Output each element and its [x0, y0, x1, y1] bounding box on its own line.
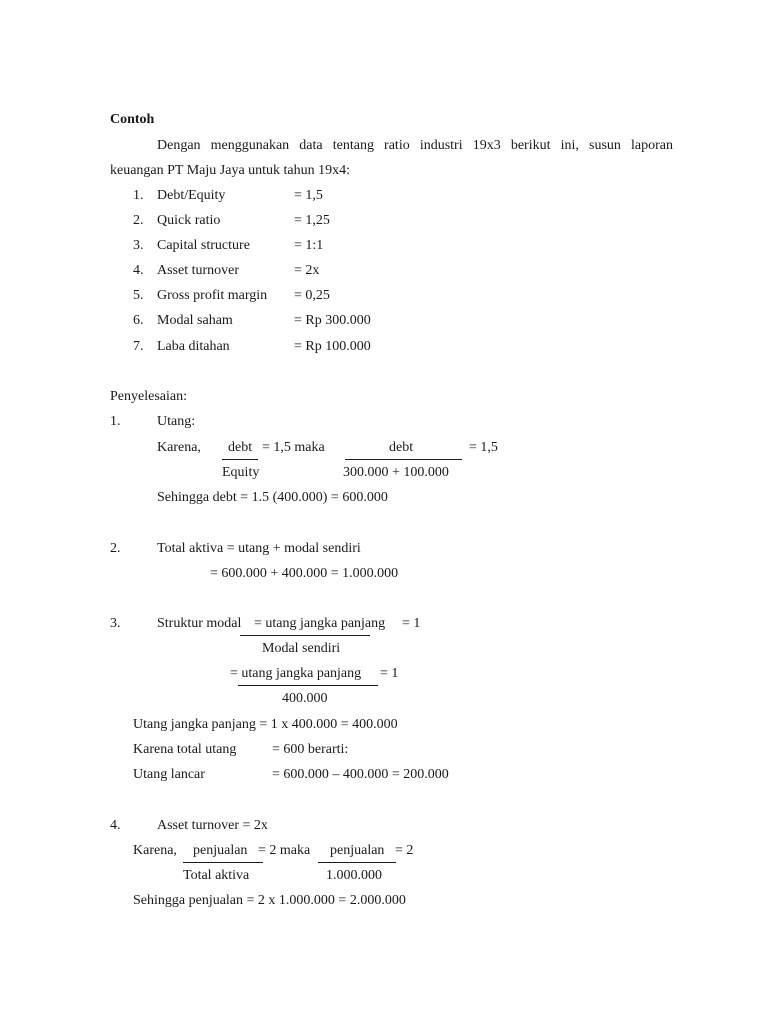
step4-denominator-b: 1.000.000	[326, 868, 382, 883]
step1-number: 1.	[110, 414, 121, 429]
step2-number: 2.	[110, 541, 121, 556]
ratio-label: Quick ratio	[157, 213, 221, 228]
step4-equals-b: = 2	[395, 843, 414, 858]
fraction-bar	[222, 459, 258, 460]
step1-denominator-a: Equity	[222, 465, 260, 480]
step4-numerator-b: penjualan	[330, 843, 385, 858]
step1-karena: Karena,	[157, 440, 201, 455]
ratio-label: Debt/Equity	[157, 188, 226, 203]
step4-result: Sehingga penjualan = 2 x 1.000.000 = 2.000.000	[133, 893, 406, 908]
step3-numerator-1: = utang jangka panjang	[254, 616, 386, 631]
step3-prefix: Struktur modal	[157, 616, 242, 631]
ratio-value: = Rp 100.000	[294, 339, 371, 354]
intro-line-2: keuangan PT Maju Jaya untuk tahun 19x4:	[110, 163, 351, 178]
step4-denominator-a: Total aktiva	[183, 868, 250, 883]
ratio-number: 2.	[133, 213, 144, 228]
step3-numerator-2: = utang jangka panjang	[230, 666, 362, 681]
ratio-value: = 2x	[294, 263, 320, 278]
step4-number: 4.	[110, 818, 121, 833]
step1-result: Sehingga debt = 1.5 (400.000) = 600.000	[157, 490, 388, 505]
step3-denominator-2: 400.000	[282, 691, 328, 706]
intro-line-1: Dengan menggunakan data tentang ratio industri 19x3 berikut ini, susun laporan	[157, 138, 673, 153]
ratio-value: = 0,25	[294, 288, 330, 303]
ratio-value: = Rp 300.000	[294, 313, 371, 328]
ratio-number: 5.	[133, 288, 144, 303]
step3-number: 3.	[110, 616, 121, 631]
step3-total-utang-value: = 600 berarti:	[272, 742, 349, 757]
ratio-number: 7.	[133, 339, 144, 354]
ratio-value: = 1,25	[294, 213, 330, 228]
step3-ujp-line: Utang jangka panjang = 1 x 400.000 = 400.000	[133, 717, 398, 732]
step4-equals-a: = 2 maka	[258, 843, 311, 858]
step3-denominator-1: Modal sendiri	[262, 641, 341, 656]
step1-numerator-b: debt	[389, 440, 414, 455]
step1-denominator-b: 300.000 + 100.000	[343, 465, 449, 480]
step3-lancar-label: Utang lancar	[133, 767, 205, 782]
solution-label: Penyelesaian:	[110, 389, 187, 404]
fraction-bar	[240, 635, 370, 636]
step1-title: Utang:	[157, 414, 196, 429]
step1-equals-a: = 1,5 maka	[262, 440, 325, 455]
fraction-bar	[318, 862, 396, 863]
step2-line-2: = 600.000 + 400.000 = 1.000.000	[210, 566, 399, 581]
ratio-label: Gross profit margin	[157, 288, 268, 303]
ratio-label: Capital structure	[157, 238, 250, 253]
step3-equals-2: = 1	[380, 666, 399, 681]
ratio-value: = 1,5	[294, 188, 323, 203]
ratio-label: Asset turnover	[157, 263, 240, 278]
ratio-number: 6.	[133, 313, 144, 328]
ratio-number: 1.	[133, 188, 144, 203]
ratio-value: = 1:1	[294, 238, 324, 253]
fraction-bar	[183, 862, 263, 863]
step2-line-1: Total aktiva = utang + modal sendiri	[157, 541, 361, 556]
page-heading: Contoh	[110, 112, 155, 127]
ratio-number: 4.	[133, 263, 144, 278]
step4-karena: Karena,	[133, 843, 177, 858]
step4-numerator-a: penjualan	[193, 843, 248, 858]
ratio-label: Laba ditahan	[157, 339, 230, 354]
step3-lancar-value: = 600.000 – 400.000 = 200.000	[272, 767, 449, 782]
step3-equals-1: = 1	[402, 616, 421, 631]
step3-total-utang-label: Karena total utang	[133, 742, 237, 757]
ratio-number: 3.	[133, 238, 144, 253]
step1-equals-b: = 1,5	[469, 440, 498, 455]
fraction-bar	[345, 459, 462, 460]
step1-numerator-a: debt	[228, 440, 253, 455]
step4-title: Asset turnover = 2x	[157, 818, 268, 833]
fraction-bar	[238, 685, 378, 686]
ratio-label: Modal saham	[157, 313, 233, 328]
